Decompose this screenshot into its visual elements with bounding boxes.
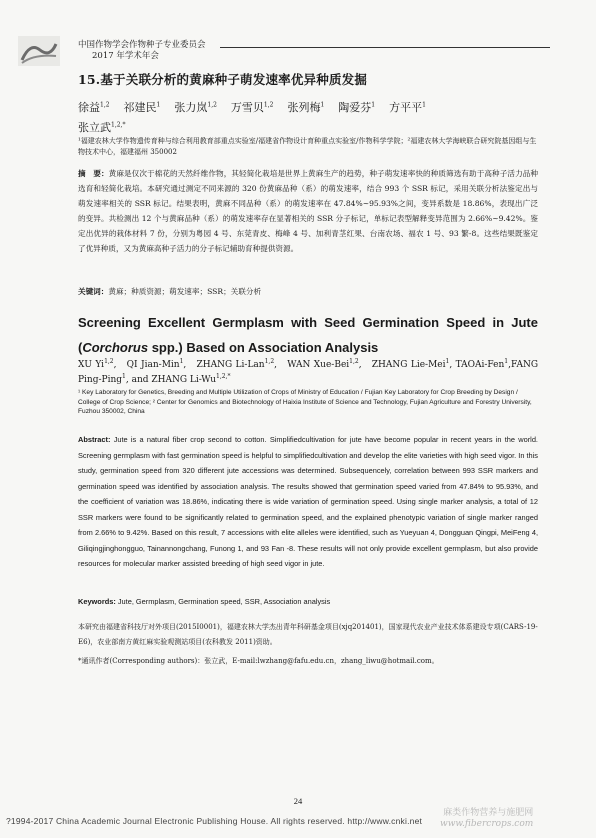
affiliation-chinese: ¹福建农林大学作物遗传育种与综合利用教育部重点实验室/福建省作物设计育种重点实验室/作物科学学院；²福建农林大学海峡联合研究院基因组与生物技术中心，福建福州 350002 (78, 137, 537, 156)
authors-chinese (78, 96, 538, 137)
watermark-line1: 麻类作物营养与施肥网 (443, 808, 534, 818)
genus-name: Corchorus (82, 340, 149, 355)
author-cn: 张立武$^{1,2,*}$ (78, 121, 126, 135)
keywords-cn-text: 黄麻；种质资源；萌发速率；SSR；关联分析 (108, 287, 262, 296)
cnki-footer: ?1994-2017 China Academic Journal Electronic Publishing House. All rights reserved. http://www.cnki.net (6, 816, 423, 826)
author-en: TAOAi-Fen$^1$ (455, 358, 509, 370)
author-en: ZHANG Lie-Mei$^1$ (371, 358, 450, 370)
author-cn: 陶爱芬$^1$ (338, 100, 376, 114)
header-line1: 中国作物学会作物种子专业委员会 (78, 40, 206, 50)
keywords-cn-label: 关键词： (78, 287, 109, 296)
society-logo (18, 36, 60, 66)
watermark (440, 808, 533, 830)
author-en: WAN Xue-Bei$^{1,2}$ (287, 358, 359, 370)
header-rule (220, 47, 550, 48)
abstract-en-label: Abstract: (78, 435, 111, 444)
running-header (78, 40, 206, 62)
keywords-chinese (78, 286, 538, 297)
abstract-en-text: Jute is a natural fiber crop second to cotton. Simplifiedcultivation for jute have become popular in recent years in the world. Screening germplasm with fast germination speed is helpful to simplifiedcultivation and develop the elite varieties with high seed vigor. In this study, germination speed from 320 different jute accessions was determined. Subsequencely, correlation between 993 SSR markers and germination speed was identified by association analysis. The results showed that germination speed varied from 47.84% to 95.93%, and the coefficient of variation was 18.86%, indicating there is wide variation of germination speed. Using single marker analysis, a total of 12 SSR markers were found to be significantly related to germination speed, and the explained phenotypic variation of single marker ranged from 2.66% to 9.42%. Based on this result, 7 accessions with elite alleles were identified, such as Yueyuan 4, Dongguan Qingpi, MeiFeng 4, Giliqingjinghongguo, Tainannongchang, Funong 1, and 93 Fan -8. These results will not only provide excellent germplasm, but also provide resources for molecular marker assisted breeding of high seed vigor in jute. (78, 435, 538, 568)
author-cn: 张力岚$^{1,2}$ (174, 100, 217, 114)
keywords-en-text: Jute, Germplasm, Germination speed, SSR, Association analysis (115, 597, 331, 606)
header-line2: 2017 年学术年会 (92, 51, 159, 61)
watermark-line2: www.fibercrops.com (440, 819, 534, 829)
title-english: Screening Excellent Germplasm with Seed Germination Speed in Jute (Corchorus spp.) Based on Association Analysis (78, 315, 538, 355)
author-en: XU Yi$^{1,2}$ (78, 358, 114, 370)
keywords-english (78, 597, 538, 606)
keywords-en-label: Keywords: (78, 597, 116, 606)
author-cn: 徐益$^{1,2}$ (78, 100, 110, 114)
abstract-chinese (78, 166, 538, 256)
abstract-english (78, 432, 538, 572)
funding-note: 本研究由福建省科技厅对外项目(2015I0001)，福建农林大学杰出青年科研基金项目(xjq201401)，国家现代农业产业技术体系建设专项(CARS-19-E6)，农业部南方黄红麻实验观测站项目(农科教发 2011)资助。 (78, 623, 538, 646)
author-en: FANG Ping-Ping$^1$ (78, 360, 539, 385)
title-chinese: 15.基于关联分析的黄麻种子萌发速率优异种质发掘 (78, 72, 368, 87)
author-en: ZHANG $Li-Wu^{1,2,*}$ (151, 373, 231, 385)
author-cn: 祁建民$^1$ (123, 100, 161, 114)
affiliation-english: ¹ Key Laboratory for Genetics, Breeding and Multiple Utilization of Crops of Ministry of Education / Fujian Key Laboratory for Crop Breeding by Design / College of Crop Science; ² Center for Genomics and Biotechnology of Haixia Institute of Science and Technology, Fujian Agriculture and Forestry University, Fuzhou 350002, China (78, 389, 532, 415)
abstract-cn-label: 摘 要： (78, 169, 109, 178)
page-number: 24 (293, 796, 303, 806)
author-en: QI Jian-Min$^1$ (126, 358, 184, 370)
author-en: ZHANG Li-Lan$^{1,2}$ (196, 358, 275, 370)
author-cn: 万雪贝$^{1,2}$ (230, 100, 274, 114)
authors-english: XU Yi$^{1,2}$, QI Jian-Min$^1$, ZHANG Li-Lan$^{1,2}$, WAN Xue-Bei$^{1,2}$, ZHANG Lie-Mei$^1$, TAOAi-Fen$^1$,FANG Ping-Ping$^1$, and ZHANG $Li-Wu^{1,2,*}$ (78, 358, 539, 385)
author-cn: 方平平$^1$ (389, 100, 426, 114)
author-cn: 张列梅$^1$ (287, 100, 325, 114)
abstract-cn-text: 黄麻是仅次于棉花的天然纤维作物，其轻简化栽培是世界上黄麻生产的趋势，种子萌发速率快的种质筛选有助于高种子活力品种选育和轻简化栽培。本研究通过测定不同来源的 320 份黄麻品种（系）的萌发速率，结合 993 个 SSR 标记，采用关联分析法鉴定出与萌发速率相关的 SSR 标记。结果表明，黄麻不同品种（系）的萌发速率在 47.84%~95.93%之间，变异系数是 18.86%，表现出广泛的变异。共检测出 12 个与黄麻品种（系）的萌发速率存在显著相关的 SSR 分子标记，单标记表型解释变异范围为 2.66%~9.42%。鉴定出优异的栽体材料 7 份，分别为粤园 4 号、东莞青皮、梅峰 4 号、加利青茎红果、台南农场、福农 1 号、93 繁-8。这些结果既鉴定了优异种质，又为黄麻高种子活力的分子标记辅助育种提供资源。 (78, 169, 538, 253)
corresponding-author-note: *通讯作者(Corresponding authors)：张立武，E-mail:lwzhang@fafu.edu.cn，zhang_liwu@hotmail.com。 (78, 657, 439, 665)
